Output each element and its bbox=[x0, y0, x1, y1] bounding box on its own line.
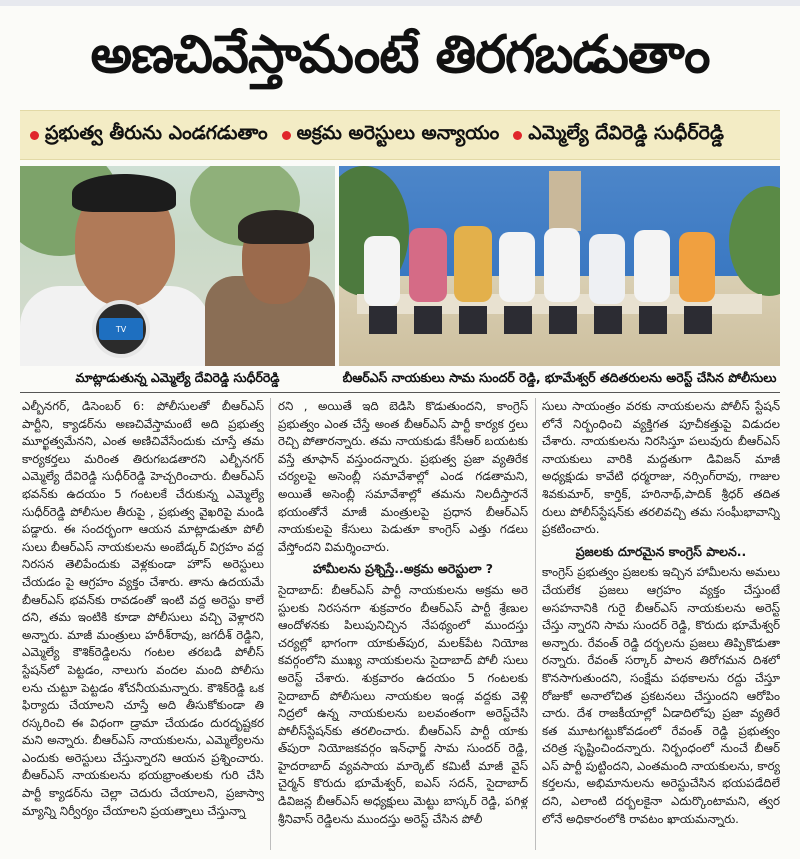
person-shape bbox=[499, 232, 535, 302]
hair-shape bbox=[72, 174, 176, 212]
person-shape bbox=[589, 234, 625, 304]
legs-shape bbox=[369, 306, 729, 334]
article-paragraph: రని , అయితే ఇది బెడిసి కొడుతుందని, కాంగ్రెస్ ప్రభుత్వం ఎంత చేస్తే అంత బీఆర్ఎస్ పార్టీ కార్యక ర్తలు రెచ్చి పోతారన్నారు. తమ నాయకుడు కేసీఆర్ బయటకు వస్తే తూఫాన్ వస్తుందన్నారు. ప్రభుత్వ ప్రజా వ్యతిరేక చర్యలపై అసెంబ్లీ సమావేశాల్లో ఎండ గడతామని, అయితే అసెంబ్లీ సమావేశాల్లో తమను నిలదీస్తారనే భయంతోనే మాజీ మంత్రులపై ప్రధాన బీఆర్ఎస్ నాయకులపై కేసులు పెడుతూ కాంగ్రెస్ ఎత్తు గడలు వేస్తోందని విమర్శించారు. bbox=[278, 399, 528, 554]
article-paragraph: సైదాబాద్: బీఆర్ఎస్ పార్టీ నాయకులను అక్రమ అరె స్టులకు నిరసనగా శుక్రవారం బీఆర్ఎస్ పార్టీ శ్రేణుల ఆందోళనకు పిలుపునిచ్చిన నేపథ్యంలో ముందస్తు చర్యల్లో భాగంగా యాకుత్‌పుర, మలక్‌పేట నియోజ కవర్గంలోని ముఖ్య నాయకులను సైదాబాద్ పోలీ సులు అరెస్ట్ చేశారు. శుక్రవారం ఉదయం 5 గంటలకు సైదాబాద్ పోలీసులు నాయకుల ఇండ్ల వద్దకు వెళ్లి నిద్రలో ఉన్న నాయకులను బలవంతంగా అరెస్ట్‌చేసి పోలీస్‌స్టేషన్‌కు తరలించారు. బీఆర్ఎస్ పార్టీ యాకు త్‌పురా నియోజకవర్గం ఇన్‌ఛార్జ్ సామ సుందర్ రెడ్డి, హైదరాబాద్ వ్యవసాయ మార్కెట్ కమిటీ మాజీ వైస్ చైర్మన్ కొరుదు భూమేశ్వర్, ఐఎస్ సదన్, సైదాబాద్ డివిజన్ల బీఆర్ఎస్ అధ్యక్షులు మెట్టు బాస్కర్ రెడ్డి, పగిళ్ల శ్రీనివాస్ రెడ్డిలను ముందస్తు అరెస్ట్ చేసిన పోలీ bbox=[278, 582, 528, 826]
photo-caption-right: బీఆర్ఎస్ నాయకులు సామ సుందర్ రెడ్డి, భూమేశ్వర్ తదితరులను అరెస్ట్ చేసిన పోలీసులు bbox=[342, 369, 777, 385]
article-column-2 bbox=[278, 398, 528, 853]
red-dot-icon bbox=[513, 131, 522, 140]
subheading: హామీలను ప్రశ్నిస్తే..అక్రమ అరెస్టులా ? bbox=[312, 561, 494, 577]
tv-logo-icon: TV bbox=[99, 318, 143, 340]
column-divider bbox=[535, 398, 536, 850]
article-column-3 bbox=[542, 398, 780, 853]
tree-shape bbox=[729, 186, 780, 296]
article-paragraph: ఎల్బీనగర్, డిసెంబర్ 6: పోలీసులతో బీఆర్ఎస్ పార్టీని, క్యాడర్‌ను అణచివేస్తామంటే అది ప్రభుత్వ మూర్ఖత్వమేనని, ఎంత అణిచివేసేందుకు చూస్తే తమ కార్యకర్తలు మరింత తిరుగబడతారని ఎల్బీనగర్ ఎమ్మెల్యే దేవిరెడ్డి సుధీర్‌రెడ్డి హెచ్చరించారు. బీఆర్ఎస్ భవన్‌కు ఉదయం 5 గంటలకే చేరుకున్న ఎమ్మెల్యే సుధీర్‌రెడ్డి పోలీసుల తీరుపై , ప్రభుత్వ వైఖరిపై మండి పడ్డారు. ఈ సందర్భంగా ఆయన మాట్లాడుతూ పోలీ సులు బీఆర్ఎస్ నాయకులను అంబేడ్కర్ విగ్రహం వద్ద నిరసన తెలిపేందుకు వెళ్లకుండా హౌస్ అరెస్టులు చేయడం పై ఆగ్రహం వ్యక్తం చేశారు. తాను ఉదయమే బీఆర్ఎస్ భవన్‌కు రావడంతో ఇంటి వద్ద అరెస్టు కాలే దని, తమ ఇంటికి కూడా పోలీసులు వచ్చి వెళ్లారని అన్నారు. మాజీ మంత్రులు హరీశ్‌రావు, జగదీశ్ రెడ్డిని, ఎమ్మెల్యే కౌశిక్‌రెడ్డిలను గంటల తరబడి పోలీస్ స్టేషన్‌లో పెట్టడం, నాలుగు వందల మంది పోలీసు లను చుట్టూ పెట్టడం శోచనీయమన్నారు. కౌశిక్‌రెడ్డి ఒక ఫిర్యాదు చేయాలని చూస్తే అది తీసుకోకుండా తి రస్కరించి ఈ విధంగా డ్రామా చేయడం దురదృష్టకర మని అన్నారు. బీఆర్ఎస్ నాయకులను, ఎమ్మెల్యేలను ఎందుకు అరెస్టులు చేస్తున్నారని ఆయన ప్రశ్నించారు. బీఆర్ఎస్ నాయకులను భయభ్రాంతులకు గురి చేసి పార్టీ క్యాడర్‌ను చెల్లా చెదురు చేయాలని, ప్రజాస్వా మ్యాన్ని నిర్వీర్యం చేయాలని ప్రయత్నాలు చేస్తున్నా bbox=[22, 399, 264, 818]
person-shape bbox=[364, 236, 400, 306]
subpoint-text: ప్రభుత్వ తీరును ఎండగడుతాం bbox=[45, 121, 268, 144]
photo-group-protest bbox=[339, 166, 780, 366]
person-shape bbox=[679, 232, 715, 302]
subpoint-text: అక్రమ అరెస్టులు అన్యాయం bbox=[296, 121, 500, 144]
divider bbox=[20, 392, 780, 393]
subpoint-1 bbox=[30, 122, 268, 149]
photo-mla-speaking bbox=[20, 166, 335, 366]
wall-poster bbox=[549, 171, 581, 231]
subheading: ప్రజలకు దూరమైన కాంగ్రెస్ పాలన.. bbox=[575, 543, 747, 559]
headline: అణచివేస్తామంటే తిరగబడుతాం bbox=[90, 24, 710, 85]
second-person-hair bbox=[238, 210, 314, 244]
person-shape bbox=[454, 226, 492, 302]
article-column-1 bbox=[22, 398, 264, 853]
photo-caption-left: మాట్లాడుతున్న ఎమ్మెల్యే దేవిరెడ్డి సుధీర్‌రెడ్డి bbox=[75, 369, 280, 385]
subpoint-2 bbox=[282, 122, 500, 149]
subpoint-text: ఎమ్మెల్యే దేవిరెడ్డి సుధీర్‌రెడ్డి bbox=[528, 121, 724, 144]
subpoints-bar bbox=[20, 110, 780, 160]
person-shape bbox=[409, 228, 447, 302]
person-shape bbox=[634, 230, 670, 302]
person-shape bbox=[544, 228, 580, 302]
article-paragraph: కాంగ్రెస్ ప్రభుత్వం ప్రజలకు ఇచ్చిన హామీలను అమలు చేయలేక ప్రజలు ఆగ్రహం వ్యక్తం చేస్తుంటే అసహనానికి గురై బీఆర్ఎస్ నాయకులను అరెస్ట్ చేస్తు న్నారని సామ సుందర్ రెడ్డి, కొరుదు భూమేశ్వర్ అన్నారు. రేవంత్ రెడ్డి దర్బలను ప్రజలు తిప్పికొడుతా రన్నారు. రేవంత్ సర్కార్ పాలన తిరోగమన దిశలో కొనసాగుతుందని, సంక్షేమ పథకాలను రద్దు చేస్తూ రోజుకో అనాలోచిత ప్రకటనలు చేస్తుందని ఆరోపిం చారు. దేశ రాజకీయాల్లో ఏడాదిలోపు ప్రజా వ్యతిరే కత మూటగట్టుకోవడంలో రేవంత్ రెడ్డి ప్రభుత్వం చరిత్ర సృష్టించిందన్నారు. నిర్బంధంలో నుంచే బీఆర్ ఎస్ పార్టీ పుట్టిందని, ఎంతమంది నాయకులను, కార్య కర్తలను, అభిమానులను అరెస్టుచేసిన భయపడేదిలే దని, ఎలాంటి దర్బలకైనా ఎదుర్కొంటామని, త్వర లోనే అధికారంలోకి రావటం ఖాయమన్నారు. bbox=[542, 565, 780, 826]
red-dot-icon bbox=[282, 131, 291, 140]
subpoint-3 bbox=[513, 122, 724, 149]
red-dot-icon bbox=[30, 131, 39, 140]
column-divider bbox=[270, 398, 271, 850]
article-paragraph: సులు సాయంత్రం వరకు నాయకులను పోలీస్ స్టేషన్ లోనే నిర్బంధించి వ్యక్తిగత పూచీకత్తుపై విడుదల చేశారు. నాయకులను నిరసిస్తూ పలువురు బీఆర్ఎస్ నాయకులు వారికి మద్దతుగా డివిజన్ మాజీ అధ్యక్షుడు కావేటి ధర్మరాజు, నర్సింగ్‌రావు, గాజుల శివకుమార్, కార్తిక్, హరినాథ్,పాదిక్ శ్రీధర్ తదిత రులు పోలీస్‌స్టేషన్‌కు తరలివచ్చి తమ సంఘీభావాన్ని ప్రకటించారు. bbox=[542, 399, 780, 537]
top-border bbox=[0, 0, 800, 6]
